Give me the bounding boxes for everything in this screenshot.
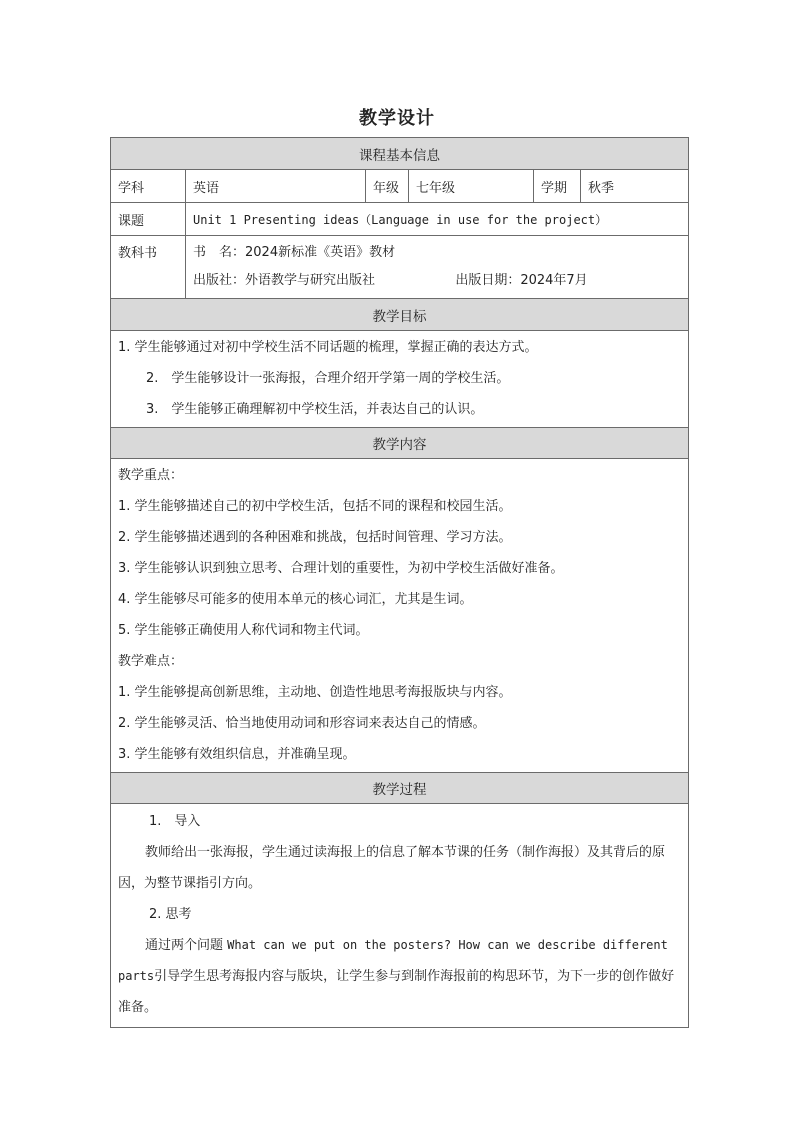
key-point-item: 5. 学生能够正确使用人称代词和物主代词。 [118, 623, 369, 638]
textbook-label: 教科书 [111, 236, 186, 299]
step1-title: 1. 导入 [149, 814, 201, 829]
publisher-value: 外语教学与研究出版社 [245, 273, 376, 288]
topic-label: 课题 [111, 203, 186, 236]
objective-item: 1. 学生能够通过对初中学校生活不同话题的梳理，掌握正确的表达方式。 [118, 340, 538, 355]
book-name-value: 2024新标准《英语》教材 [245, 245, 396, 260]
difficult-point-item: 3. 学生能够有效组织信息，并准确呈现。 [118, 747, 356, 762]
publisher-line [193, 267, 681, 295]
topic-value: Unit 1 Presenting ideas（Language in use for the project） [186, 203, 689, 236]
basic-info-header: 课程基本信息 [111, 138, 689, 170]
step2-post: 引导学生思考海报内容与版块，让学生参与到制作海报前的构思环节，为下一步的创作做好准备。 [118, 969, 675, 1015]
pub-date-value: 2024年7月 [520, 273, 588, 288]
step1-text: 教师给出一张海报，学生通过读海报上的信息了解本节课的任务（制作海报）及其背后的原因，为整节课指引方向。 [118, 845, 666, 891]
key-point-item: 1. 学生能够描述自己的初中学校生活，包括不同的课程和校园生活。 [118, 499, 512, 514]
key-point-item: 2. 学生能够描述遇到的各种困难和挑战，包括时间管理、学习方法。 [118, 530, 512, 545]
objective-item: 3. 学生能够正确理解初中学校生活，并表达自己的认识。 [146, 402, 484, 417]
key-point-item: 4. 学生能够尽可能多的使用本单元的核心词汇，尤其是生词。 [118, 592, 473, 607]
book-name-label: 书 名： [193, 245, 246, 260]
difficult-points-label: 教学难点： [118, 654, 184, 669]
textbook-info [186, 236, 689, 299]
lesson-plan-table [110, 137, 689, 1028]
process-body [111, 804, 689, 1028]
grade-label: 年级 [366, 170, 409, 203]
objectives-body [111, 331, 689, 428]
content-body [111, 459, 689, 773]
key-points-label: 教学重点： [118, 468, 184, 483]
step2-questions: What can we put on the posters? How can we describe different parts [118, 938, 668, 983]
book-name-line [193, 239, 681, 267]
page-title: 教学设计 [359, 108, 435, 129]
pub-date-label: 出版日期： [455, 273, 521, 288]
difficult-point-item: 2. 学生能够灵活、恰当地使用动词和形容词来表达自己的情感。 [118, 716, 486, 731]
step2-pre: 通过两个问题 [145, 938, 228, 953]
key-point-item: 3. 学生能够认识到独立思考、合理计划的重要性，为初中学校生活做好准备。 [118, 561, 564, 576]
term-value: 秋季 [581, 170, 689, 203]
objective-item: 2. 学生能够设计一张海报，合理介绍开学第一周的学校生活。 [146, 371, 510, 386]
process-header: 教学过程 [111, 773, 689, 804]
term-label: 学期 [534, 170, 581, 203]
step2-title: 2. 思考 [149, 907, 192, 922]
subject-label: 学科 [111, 170, 186, 203]
content-header: 教学内容 [111, 428, 689, 459]
difficult-point-item: 1. 学生能够提高创新思维，主动地、创造性地思考海报版块与内容。 [118, 685, 512, 700]
grade-value: 七年级 [409, 170, 534, 203]
objectives-header: 教学目标 [111, 299, 689, 331]
step2-text [118, 930, 681, 1023]
subject-value: 英语 [186, 170, 366, 203]
publisher-label: 出版社： [193, 273, 246, 288]
